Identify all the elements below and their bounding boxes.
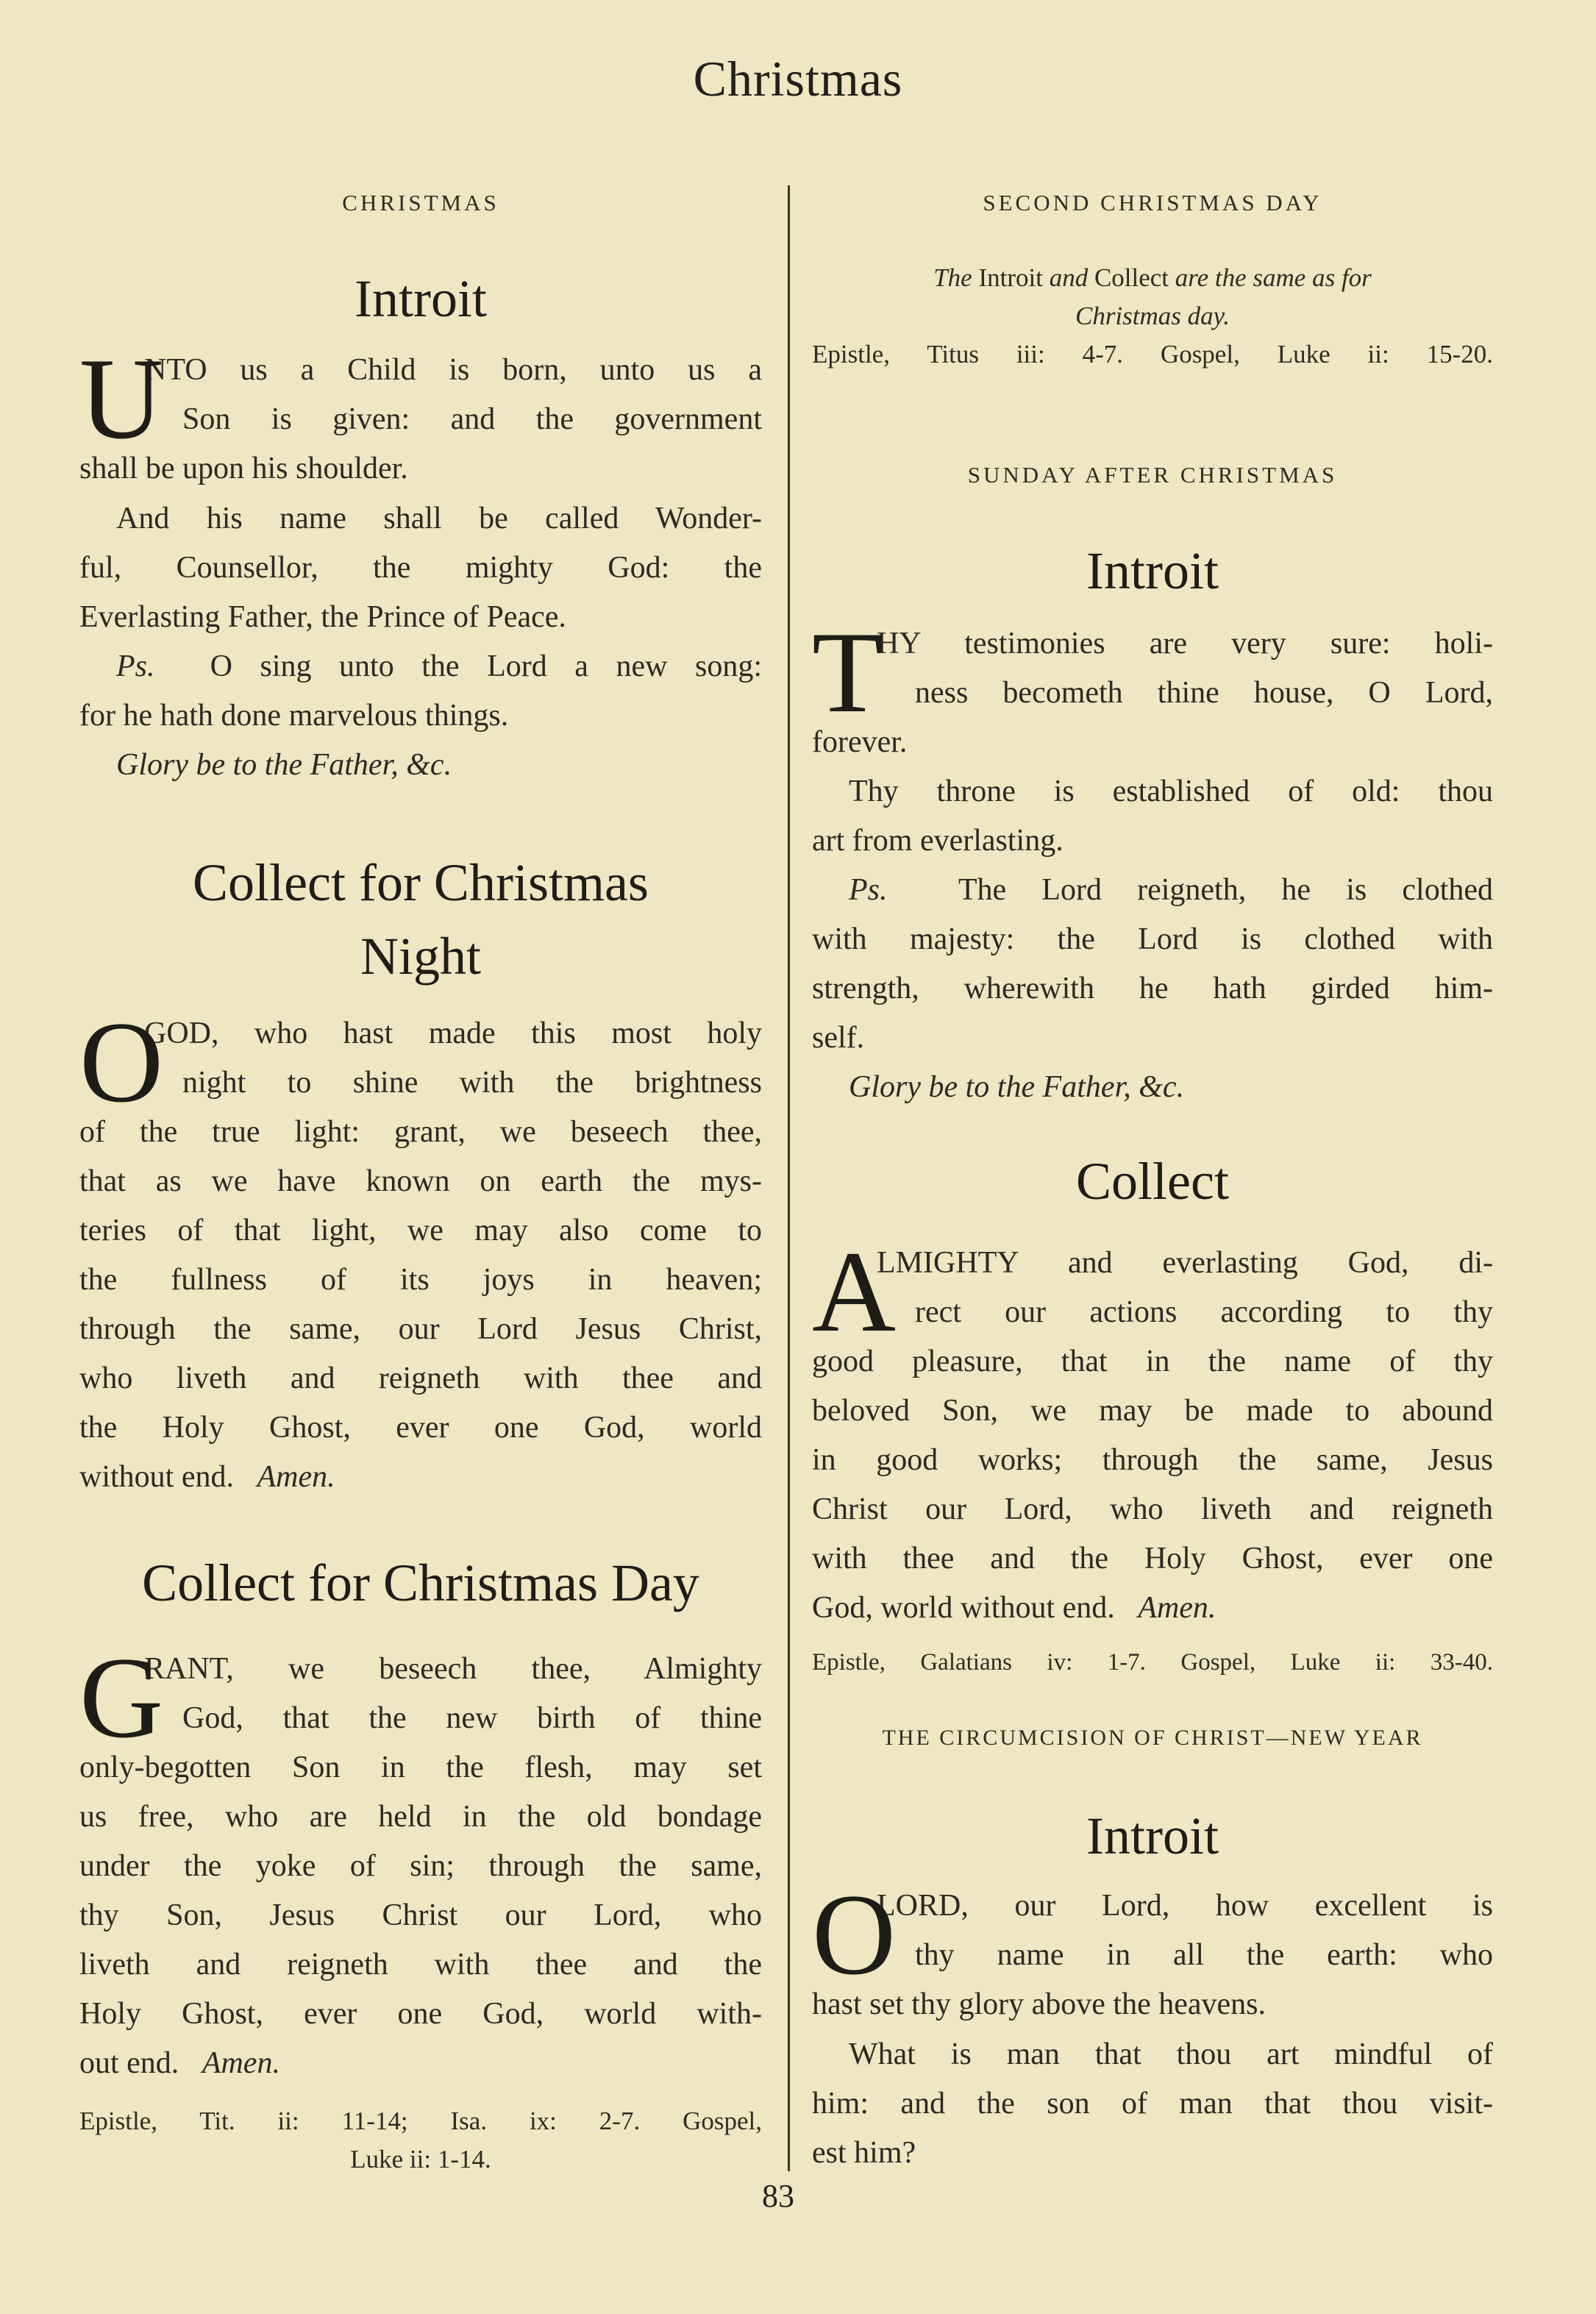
text-line: God, that the new birth of thine	[182, 1701, 762, 1735]
page-number: 83	[762, 2178, 794, 2214]
collect-heading: Collect	[1076, 1152, 1229, 1211]
text-line: Christ our Lord, who liveth and reigneth	[812, 1492, 1493, 1526]
text-line: the Holy Ghost, ever one God, world	[79, 1411, 762, 1445]
text-line: What is man that thou art mindful of	[849, 2037, 1493, 2071]
text-line: LORD, our Lord, how excellent is	[877, 1889, 1493, 1923]
scripture-reference: Epistle, Galatians iv: 1-7. Gospel, Luke ii: 33-40.	[812, 1649, 1493, 1676]
text-line: Everlasting Father, the Prince of Peace.	[79, 600, 566, 634]
section-label-second-christmas: SECOND CHRISTMAS DAY	[983, 190, 1322, 216]
text-line: night to shine with the brightness	[182, 1066, 762, 1100]
page-title: Christmas	[693, 51, 903, 107]
amen: Amen.	[257, 1460, 335, 1494]
text-line: God, world without end.	[812, 1591, 1115, 1625]
text-line: us free, who are held in the old bondage	[79, 1800, 762, 1834]
section-label-christmas: CHRISTMAS	[342, 190, 499, 216]
column-divider	[788, 185, 790, 2171]
drop-cap: T	[812, 608, 883, 737]
text-line: Holy Ghost, ever one God, world with-	[79, 1997, 762, 2031]
drop-cap: A	[812, 1228, 897, 1356]
introit-heading: Introit	[355, 269, 487, 328]
gloria	[79, 741, 762, 790]
section-label-circumcision: THE CIRCUMCISION OF CHRIST—NEW YEAR	[882, 1726, 1423, 1750]
amen: Amen.	[1138, 1591, 1216, 1625]
note-text: Collect	[1094, 263, 1169, 292]
psalm-label: Ps.	[116, 649, 155, 683]
collect-night-heading-line2: Night	[360, 927, 481, 986]
second-christmas-note-line2: Christmas day.	[1075, 302, 1230, 330]
text-line: ness becometh thine house, O Lord,	[915, 676, 1493, 710]
text-line: hast set thy glory above the heavens.	[812, 1987, 1266, 2021]
text-line: shall be upon his shoulder.	[79, 452, 408, 485]
text-line: for he hath done marvelous things.	[79, 699, 509, 733]
introit-paragraph	[812, 608, 1493, 767]
text-line: thy name in all the earth: who	[915, 1938, 1493, 1972]
section-label-sunday-after: SUNDAY AFTER CHRISTMAS	[967, 462, 1338, 488]
psalm-label: Ps.	[849, 873, 888, 907]
text-line: through the same, our Lord Jesus Christ,	[79, 1312, 762, 1346]
text-line: out end.	[79, 2046, 179, 2080]
text-line: GOD, who hast made this most holy	[144, 1017, 762, 1050]
text-line: with thee and the Holy Ghost, ever one	[812, 1542, 1493, 1576]
text-line: O sing unto the Lord a new song:	[210, 649, 763, 683]
text-line: RANT, we beseech thee, Almighty	[144, 1652, 762, 1686]
text-line: beloved Son, we may be made to abound	[812, 1394, 1493, 1428]
drop-cap: G	[79, 1634, 164, 1762]
introit-heading: Introit	[1086, 1806, 1219, 1865]
text-line: in good works; through the same, Jesus	[812, 1443, 1493, 1477]
text-line: art from everlasting.	[812, 824, 1064, 858]
text-line: ful, Counsellor, the mighty God: the	[79, 551, 762, 585]
amen: Amen.	[202, 2046, 280, 2080]
text-line: with majesty: the Lord is clothed with	[812, 922, 1493, 956]
collect-night-heading-line1: Collect for Christmas	[193, 853, 649, 912]
text-line: him: and the son of man that thou visit-	[812, 2087, 1493, 2121]
text-line: Glory be to the Father, &c.	[116, 748, 452, 782]
text-line: only-begotten Son in the flesh, may set	[79, 1751, 762, 1784]
collect-day-paragraph	[79, 1634, 762, 2088]
introit-paragraph-2	[812, 767, 1493, 866]
text-line: teries of that light, we may also come to	[79, 1214, 762, 1247]
introit-paragraph-2	[79, 494, 762, 642]
text-line: strength, wherewith he hath girded him-	[812, 972, 1493, 1005]
introit-paragraph-2	[812, 2030, 1493, 2178]
text-line: thy Son, Jesus Christ our Lord, who	[79, 1898, 762, 1932]
text-line: Son is given: and the government	[182, 402, 762, 436]
text-line: the fullness of its joys in heaven;	[79, 1263, 762, 1297]
drop-cap: O	[79, 998, 164, 1127]
scripture-reference-continued: Luke ii: 1-14.	[350, 2145, 491, 2174]
text-line: Glory be to the Father, &c.	[849, 1070, 1185, 1104]
text-line: And his name shall be called Wonder-	[116, 502, 762, 535]
note-text: are the same as for	[1175, 263, 1372, 292]
collect-paragraph	[812, 1228, 1493, 1633]
scripture-reference: Epistle, Tit. ii: 11-14; Isa. ix: 2-7. Gospel,	[79, 2107, 762, 2135]
text-line: HY testimonies are very sure: holi-	[877, 627, 1493, 661]
text-line: Thy throne is established of old: thou	[849, 775, 1493, 808]
drop-cap: U	[79, 335, 164, 463]
introit-paragraph	[79, 335, 762, 494]
gloria	[812, 1063, 1493, 1112]
text-line: rect our actions according to thy	[915, 1295, 1493, 1329]
text-line: forever.	[812, 725, 908, 759]
text-line: The Lord reigneth, he is clothed	[958, 873, 1494, 907]
text-line: that as we have known on earth the mys-	[79, 1164, 762, 1198]
collect-night-paragraph	[79, 998, 762, 1502]
text-line: self.	[812, 1021, 865, 1055]
text-line: without end.	[79, 1460, 234, 1494]
text-line: est him?	[812, 2136, 916, 2170]
text-line: LMIGHTY and everlasting God, di-	[877, 1246, 1493, 1280]
text-line: who liveth and reigneth with thee and	[79, 1361, 762, 1395]
introit-heading: Introit	[1086, 541, 1219, 600]
psalm-verse	[79, 642, 762, 741]
drop-cap: O	[812, 1870, 897, 1999]
second-christmas-note	[812, 257, 1493, 299]
text-line: under the yoke of sin; through the same,	[79, 1849, 762, 1883]
text-line: of the true light: grant, we beseech thee,	[79, 1115, 762, 1149]
text-line: liveth and reigneth with thee and the	[79, 1948, 762, 1982]
note-text: The	[933, 263, 972, 292]
note-text: Introit	[978, 263, 1043, 292]
text-line: NTO us a Child is born, unto us a	[144, 353, 762, 387]
text-line: good pleasure, that in the name of thy	[812, 1345, 1493, 1378]
note-text: and	[1049, 263, 1089, 292]
psalm-verse	[812, 866, 1493, 1063]
collect-day-heading: Collect for Christmas Day	[142, 1553, 699, 1612]
scripture-reference: Epistle, Titus iii: 4-7. Gospel, Luke ii: 15-20.	[812, 340, 1493, 369]
introit-paragraph	[812, 1870, 1493, 2029]
